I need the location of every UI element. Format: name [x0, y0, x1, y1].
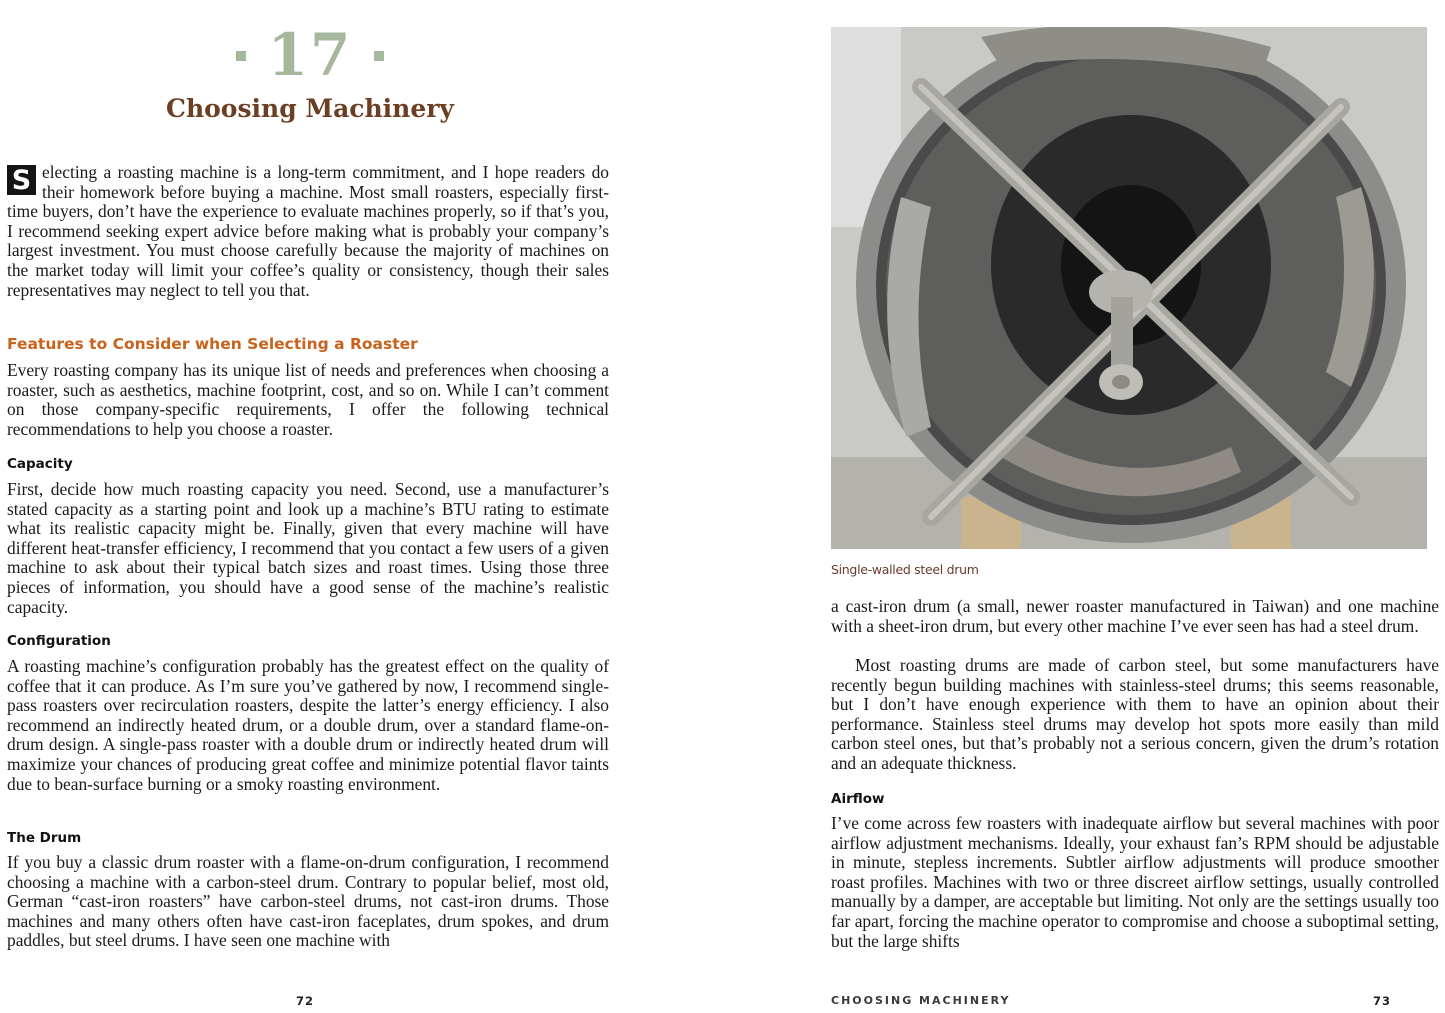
ornament-dot-icon	[374, 51, 384, 61]
intro-text: electing a roasting machine is a long-term commitment, and I hope readers do their homework before buying a machine. Most small roasters, especially first-time buyers, don’t have the experience to evaluate machines properly, so if that’s you, I recommend seeking expert advice before making what is probably your company’s largest investment. You must choose carefully because the majority of machines on the market today will limit your coffee’s quality or consistency, though their sales representatives may neglect to tell you that.	[7, 162, 609, 300]
drop-cap: S	[7, 165, 36, 195]
chapter-number-text: 17	[267, 21, 353, 89]
section-paragraph: Every roasting company has its unique list of needs and preferences when choosing a roaster, such as aesthetics, machine footprint, cost, and so on. While I can’t comment on those company-specific requirements, I offer the following technical recommendations to help you choose a roaster.	[7, 360, 609, 439]
subsection-heading-configuration: Configuration	[7, 633, 111, 649]
continued-paragraph: a cast-iron drum (a small, newer roaster manufactured in Taiwan) and one machine with a sheet-iron drum, but every other machine I’ve ever seen has had a steel drum.	[831, 596, 1439, 636]
page-number: 72	[296, 994, 315, 1008]
subsection-heading-drum: The Drum	[7, 830, 82, 846]
intro-paragraph	[7, 163, 609, 300]
drum-photo	[831, 27, 1427, 549]
drum-material-text: Most roasting drums are made of carbon steel, but some manufacturers have recently begun building machines with stainless-steel drums; this seems reasonable, but I don’t have enough experience with them to have an opinion about their performance. Stainless steel drums may develop hot spots more easily than mild carbon steel ones, but that’s probably not a serious concern, given the drum’s rotation and an adequate thickness.	[831, 655, 1439, 773]
chapter-title: Choosing Machinery	[166, 94, 454, 123]
running-head: CHOOSING MACHINERY	[831, 994, 1011, 1007]
photo-caption: Single-walled steel drum	[831, 562, 979, 577]
right-page	[825, 0, 1445, 1013]
subsection-heading-airflow: Airflow	[831, 791, 885, 807]
ornament-dot-icon	[236, 51, 246, 61]
left-page	[0, 0, 620, 1013]
steel-drum-illustration	[831, 27, 1427, 549]
capacity-paragraph: First, decide how much roasting capacity you need. Second, use a manufacturer’s stated capacity as a starting point and look up a machine’s BTU rating to estimate what its realistic capacity might be. Finally, given that every machine will have different heat-transfer efficiency, I recommend that you contact a few users of a given machine to ask about their typical batch sizes and roast times. Using those three pieces of information, you should have a good sense of the machine’s realistic capacity.	[7, 479, 609, 617]
configuration-paragraph: A roasting machine’s configuration probably has the greatest effect on the quality of coffee that it can produce. As I’m sure you’ve gathered by now, I recommend single-pass roasters over recirculation roasters, despite the latter’s energy efficiency. I also recommend an indirectly heated drum, or a double drum, over a standard flame-on-drum design. A single-pass roaster with a double drum or indirectly heated drum will maximize your chances of producing great coffee and minimize potential flavor taints due to bean-surface burning or a smoky roasting environment.	[7, 656, 609, 794]
subsection-heading-capacity: Capacity	[7, 456, 73, 472]
chapter-number	[0, 22, 620, 88]
drum-paragraph: If you buy a classic drum roaster with a flame-on-drum configuration, I recommend choosing a machine with a carbon-steel drum. Contrary to popular belief, most old, German “cast-iron roasters” have carbon-steel drums, not cast-iron drums. Those machines and many others often have cast-iron faceplates, drum spokes, and drum paddles, but steel drums. I have seen one machine with	[7, 852, 609, 951]
drum-material-paragraph	[831, 656, 1439, 774]
page-number: 73	[1373, 994, 1392, 1008]
airflow-paragraph: I’ve come across few roasters with inadequate airflow but several machines with poor airflow adjustment mechanisms. Ideally, your exhaust fan’s RPM should be adjustable in minute, stepless increments. Subtler airflow adjustments will produce smoother roast profiles. Machines with two or three discreet airflow settings, usually controlled manually by a damper, are acceptable but limiting. Not only are the settings usually too far apart, forcing the machine operator to compromise and choose a suboptimal setting, but the large shifts	[831, 813, 1439, 951]
section-heading: Features to Consider when Selecting a Roaster	[7, 335, 418, 353]
